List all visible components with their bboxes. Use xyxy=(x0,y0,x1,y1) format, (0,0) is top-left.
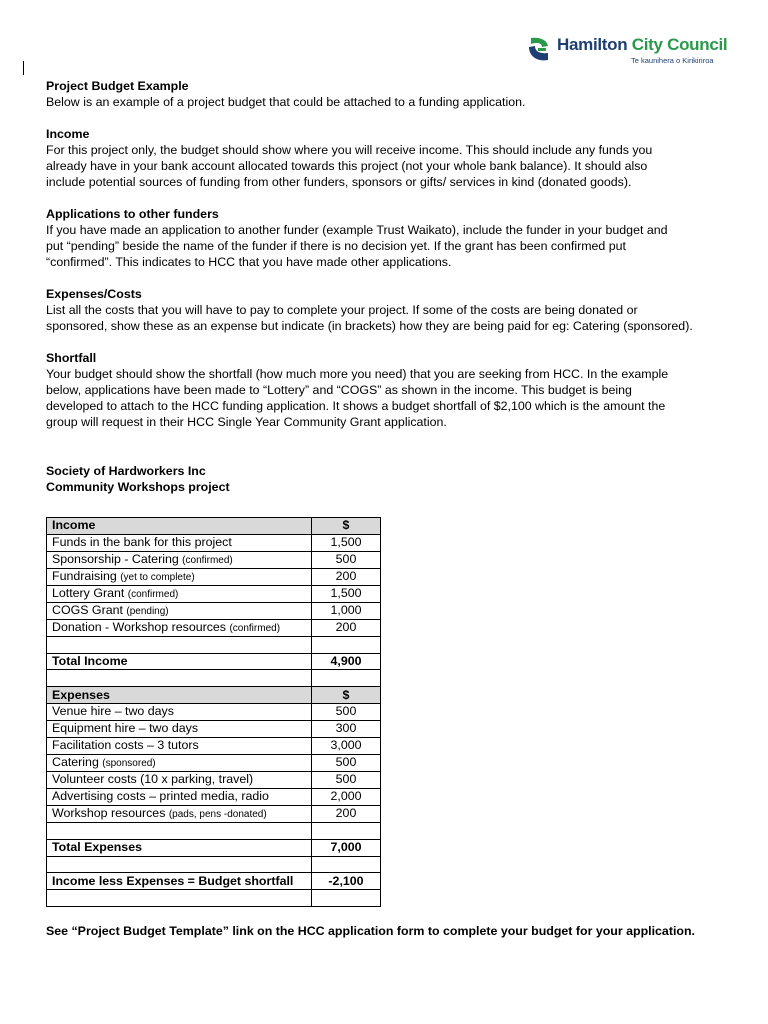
paragraph-line: “confirmed”. This indicates to HCC that you have made other applications. xyxy=(46,255,452,269)
total-expenses-row xyxy=(47,839,381,856)
row-amount: 200 xyxy=(312,805,381,822)
paragraph-line: put “pending” beside the name of the funder if there is no decision yet. If the grant has been confirmed put xyxy=(46,239,626,253)
text-cursor xyxy=(23,61,24,75)
row-label: Workshop resources (pads, pens -donated) xyxy=(47,805,312,822)
row-label: Donation - Workshop resources (confirmed) xyxy=(47,619,312,636)
row-amount: 500 xyxy=(312,551,381,568)
intro-text: Below is an example of a project budget that could be attached to a funding application. xyxy=(46,95,526,109)
row-label: Catering (sponsored) xyxy=(47,754,312,771)
row-label: Lottery Grant (confirmed) xyxy=(47,585,312,602)
row-amount: 300 xyxy=(312,720,381,737)
income-header: Income xyxy=(47,518,312,535)
logo-subtitle: Te kaunihera o Kirikiriroa xyxy=(631,56,714,65)
paragraph-line: sponsored, show these as an expense but indicate (in brackets) how they are being paid for eg: Catering (sponsored). xyxy=(46,319,693,333)
paragraph-line: group will request in their HCC Single Year Community Grant application. xyxy=(46,415,447,429)
paragraph-line: already have in your bank account allocated towards this project (not your whole bank balance). It should also xyxy=(46,159,648,173)
logo-wordmark: Hamilton City Council xyxy=(557,35,728,54)
project-name: Community Workshops project xyxy=(46,480,230,494)
expenses-header-row xyxy=(47,687,381,704)
table-row xyxy=(47,754,381,771)
paragraph-line: Your budget should show the shortfall (how much more you need) that you are seeking from HCC. In the example xyxy=(46,367,669,381)
hamilton-city-council-logo xyxy=(527,33,727,69)
total-income-row xyxy=(47,653,381,670)
row-label: Volunteer costs (10 x parking, travel) xyxy=(47,771,312,788)
table-row xyxy=(47,568,381,585)
budget-table xyxy=(46,517,381,907)
section-heading: Applications to other funders xyxy=(46,207,219,221)
currency-header: $ xyxy=(312,687,381,704)
paragraph-line: include potential sources of funding from other funders, sponsors or gifts/ services in kind (donated goods). xyxy=(46,175,632,189)
row-amount: 500 xyxy=(312,771,381,788)
organisation-name: Society of Hardworkers Inc xyxy=(46,464,206,478)
paragraph-line: For this project only, the budget should show where you will receive income. This should include any funds you xyxy=(46,143,653,157)
section-heading: Income xyxy=(46,127,90,141)
table-row xyxy=(47,619,381,636)
row-label: Equipment hire – two days xyxy=(47,720,312,737)
row-amount: 1,000 xyxy=(312,602,381,619)
shortfall-amount: -2,100 xyxy=(312,873,381,890)
row-label: Fundraising (yet to complete) xyxy=(47,568,312,585)
intro-section xyxy=(46,78,736,110)
income-guidance-section xyxy=(46,126,736,190)
row-label: Venue hire – two days xyxy=(47,703,312,720)
row-amount: 2,000 xyxy=(312,788,381,805)
applications-guidance-section xyxy=(46,206,736,270)
row-amount: 200 xyxy=(312,619,381,636)
footer-note: See “Project Budget Template” link on the HCC application form to complete your budget for your application. xyxy=(46,924,695,938)
paragraph-line: developed to attach to the HCC funding application. It shows a budget shortfall of $2,100 which is the amount the xyxy=(46,399,666,413)
table-row xyxy=(47,771,381,788)
paragraph-line: below, applications have been made to “Lottery” and “COGS” as shown in the income. This budget is being xyxy=(46,383,632,397)
table-row xyxy=(47,788,381,805)
row-amount: 500 xyxy=(312,754,381,771)
table-row xyxy=(47,534,381,551)
shortfall-guidance-section xyxy=(46,350,736,430)
currency-header: $ xyxy=(312,518,381,535)
document-body xyxy=(46,78,736,495)
row-label: Funds in the bank for this project xyxy=(47,534,312,551)
empty-row xyxy=(47,856,381,873)
row-label: Sponsorship - Catering (confirmed) xyxy=(47,551,312,568)
organisation-heading xyxy=(46,463,736,495)
table-row xyxy=(47,551,381,568)
row-amount: 200 xyxy=(312,568,381,585)
section-heading: Expenses/Costs xyxy=(46,287,142,301)
total-expenses-label: Total Expenses xyxy=(47,839,312,856)
row-amount: 1,500 xyxy=(312,534,381,551)
shortfall-label: Income less Expenses = Budget shortfall xyxy=(47,873,312,890)
row-amount: 1,500 xyxy=(312,585,381,602)
total-income-amount: 4,900 xyxy=(312,653,381,670)
table-row xyxy=(47,602,381,619)
empty-row xyxy=(47,670,381,687)
row-label: Advertising costs – printed media, radio xyxy=(47,788,312,805)
row-label: Facilitation costs – 3 tutors xyxy=(47,737,312,754)
section-heading: Shortfall xyxy=(46,351,97,365)
total-income-label: Total Income xyxy=(47,653,312,670)
income-header-row xyxy=(47,518,381,535)
row-amount: 500 xyxy=(312,703,381,720)
empty-row xyxy=(47,822,381,839)
document-title: Project Budget Example xyxy=(46,79,189,93)
table-row xyxy=(47,720,381,737)
shortfall-row xyxy=(47,873,381,890)
empty-row xyxy=(47,890,381,907)
paragraph-line: List all the costs that you will have to pay to complete your project. If some of the costs are being donated or xyxy=(46,303,638,317)
hcc-logo-icon xyxy=(527,35,551,63)
paragraph-line: If you have made an application to another funder (example Trust Waikato), include the funder in your budget and xyxy=(46,223,668,237)
row-label: COGS Grant (pending) xyxy=(47,602,312,619)
row-amount: 3,000 xyxy=(312,737,381,754)
empty-row xyxy=(47,636,381,653)
table-row xyxy=(47,585,381,602)
table-row xyxy=(47,737,381,754)
table-row xyxy=(47,703,381,720)
expenses-header: Expenses xyxy=(47,687,312,704)
expenses-guidance-section xyxy=(46,286,736,334)
table-row xyxy=(47,805,381,822)
total-expenses-amount: 7,000 xyxy=(312,839,381,856)
